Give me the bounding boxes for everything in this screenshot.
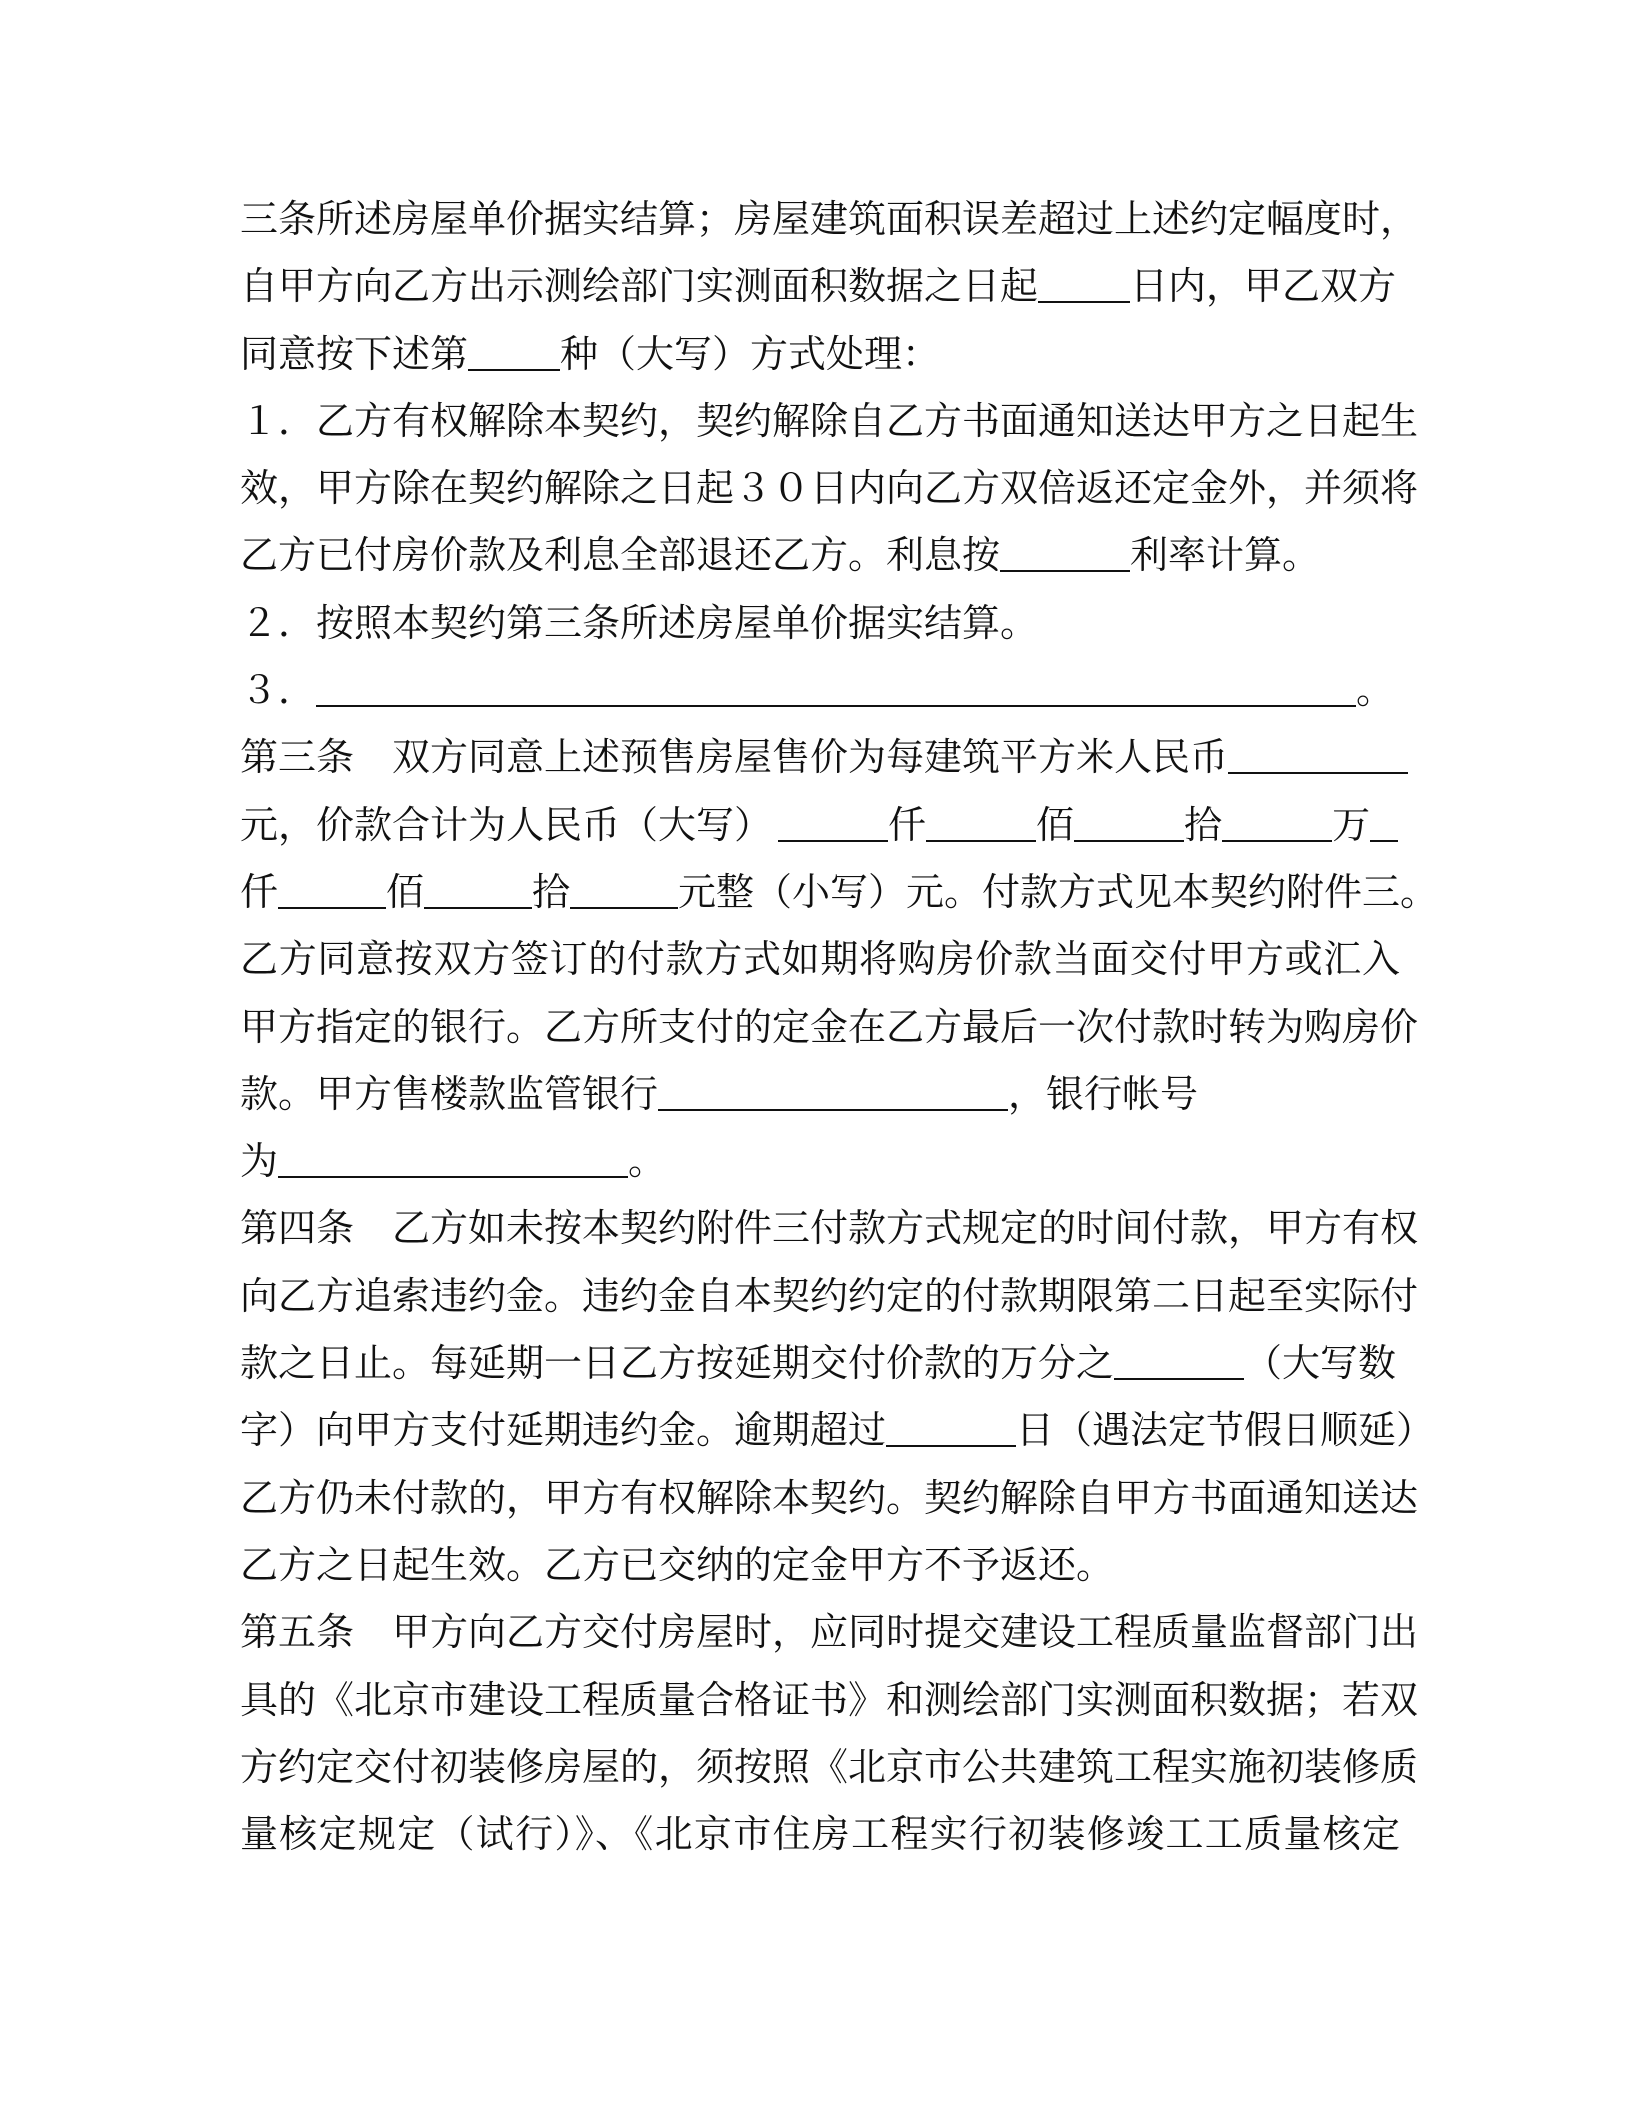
text-segment: 款。甲方售楼款监管银行 bbox=[240, 1071, 659, 1116]
text-line bbox=[240, 253, 1400, 320]
text-line bbox=[240, 1734, 1419, 1801]
text-segment: 甲方指定的银行。乙方所支付的定金在乙方最后一次付款时转为购房价 bbox=[240, 1004, 1419, 1049]
text-segment: （大写数 bbox=[1244, 1341, 1397, 1386]
text-segment: 款之日止。每延期一日乙方按延期交付价款的万分之 bbox=[240, 1341, 1115, 1386]
text-segment: 乙方之日起生效。乙方已交纳的定金甲方不予返还。 bbox=[240, 1542, 1115, 1587]
text-segment: 仟 bbox=[240, 869, 279, 914]
text-segment: 方约定交付初装修房屋的，须按照《北京市公共建筑工程实施初装修质 bbox=[240, 1744, 1419, 1789]
text-segment: 佰 bbox=[386, 869, 425, 914]
fill-blank bbox=[658, 1073, 1008, 1111]
fill-blank bbox=[570, 871, 678, 909]
text-segment: 为 bbox=[240, 1139, 279, 1184]
text-segment: ２．按照本契约第三条所述房屋单价据实结算。 bbox=[240, 600, 1039, 645]
text-line bbox=[240, 1128, 1400, 1195]
text-segment: 字）向甲方支付延期违约金。逾期超过 bbox=[240, 1408, 887, 1453]
text-line bbox=[240, 186, 1419, 253]
text-line bbox=[240, 1465, 1419, 1532]
text-segment: 自甲方向乙方出示测绘部门实测面积数据之日起 bbox=[240, 264, 1039, 309]
document-page bbox=[240, 186, 1439, 1868]
text-segment: 利率计算。 bbox=[1130, 533, 1321, 578]
text-line bbox=[240, 1195, 1419, 1262]
text-line bbox=[240, 926, 1400, 993]
text-segment: １．乙方有权解除本契约，契约解除自乙方书面通知送达甲方之日起生 bbox=[240, 398, 1419, 443]
fill-blank bbox=[1074, 804, 1184, 842]
text-line bbox=[240, 994, 1419, 1061]
text-line bbox=[240, 724, 1400, 791]
fill-blank bbox=[1038, 265, 1130, 303]
text-segment: 乙方仍未付款的，甲方有权解除本契约。契约解除自甲方书面通知送达 bbox=[240, 1475, 1419, 1520]
text-segment: 同意按下述第 bbox=[240, 331, 469, 376]
text-line bbox=[240, 388, 1419, 455]
text-line bbox=[240, 1061, 1400, 1128]
text-line bbox=[240, 1397, 1435, 1464]
text-line bbox=[240, 1330, 1400, 1397]
text-segment: 三条所述房屋单价据实结算；房屋建筑面积误差超过上述约定幅度时， bbox=[240, 197, 1419, 241]
text-segment: 种（大写）方式处理： bbox=[560, 331, 941, 376]
text-line bbox=[240, 792, 1400, 859]
text-segment: 日（遇法定节假日顺延） bbox=[1016, 1408, 1435, 1453]
text-line bbox=[240, 522, 1400, 589]
text-line bbox=[240, 1263, 1419, 1330]
fill-blank bbox=[468, 333, 560, 371]
text-segment: 具的《北京市建设工程质量合格证书》和测绘部门实测面积数据；若双 bbox=[240, 1677, 1419, 1722]
text-segment: 第三条 双方同意上述预售房屋售价为每建筑平方米人民币 bbox=[240, 735, 1229, 780]
text-line bbox=[240, 657, 1400, 724]
fill-blank bbox=[1228, 736, 1408, 774]
text-segment: 乙方同意按双方签订的付款方式如期将购房价款当面交付甲方或汇入 bbox=[240, 937, 1400, 982]
text-segment: 日内，甲乙双方 bbox=[1130, 264, 1397, 309]
text-segment: 元整（小写）元。付款方式见本契约附件三。 bbox=[678, 869, 1439, 914]
fill-blank bbox=[424, 871, 532, 909]
fill-blank bbox=[778, 804, 888, 842]
text-segment: 佰 bbox=[1036, 802, 1075, 847]
text-line bbox=[240, 321, 1400, 388]
text-line bbox=[240, 1801, 1400, 1868]
fill-blank bbox=[1000, 534, 1130, 572]
text-line bbox=[240, 859, 1439, 926]
text-segment: 第五条 甲方向乙方交付房屋时，应同时提交建设工程质量监督部门出 bbox=[240, 1610, 1419, 1655]
fill-blank bbox=[1114, 1342, 1244, 1380]
text-segment: 拾 bbox=[1184, 802, 1223, 847]
text-segment: 。 bbox=[628, 1139, 667, 1184]
fill-blank bbox=[316, 669, 1356, 707]
text-segment: 第四条 乙方如未按本契约附件三付款方式规定的时间付款，甲方有权 bbox=[240, 1206, 1419, 1251]
text-segment: 万 bbox=[1332, 802, 1371, 847]
fill-blank bbox=[1370, 804, 1398, 842]
text-segment: 向乙方追索违约金。违约金自本契约约定的付款期限第二日起至实际付 bbox=[240, 1273, 1419, 1318]
fill-blank bbox=[278, 871, 386, 909]
text-segment: 拾 bbox=[532, 869, 571, 914]
fill-blank bbox=[886, 1409, 1016, 1447]
text-line bbox=[240, 455, 1419, 522]
text-segment: 元，价款合计为人民币（大写） bbox=[240, 802, 773, 847]
text-segment: 仟 bbox=[888, 802, 927, 847]
text-segment: 。 bbox=[1356, 668, 1395, 713]
text-segment: 量核定规定（试行）》、《北京市住房工程实行初装修竣工工质量核定 bbox=[240, 1812, 1400, 1857]
text-line bbox=[240, 590, 1400, 657]
text-segment: 乙方已付房价款及利息全部退还乙方。利息按 bbox=[240, 533, 1001, 578]
text-segment: ，银行帐号 bbox=[1008, 1071, 1199, 1116]
text-line bbox=[240, 1599, 1419, 1666]
text-line bbox=[240, 1667, 1419, 1734]
text-segment: 效，甲方除在契约解除之日起３０日内向乙方双倍返还定金外，并须将 bbox=[240, 466, 1419, 511]
fill-blank bbox=[278, 1140, 628, 1178]
text-segment: ３． bbox=[240, 668, 317, 713]
fill-blank bbox=[926, 804, 1036, 842]
text-line bbox=[240, 1532, 1400, 1599]
fill-blank bbox=[1222, 804, 1332, 842]
